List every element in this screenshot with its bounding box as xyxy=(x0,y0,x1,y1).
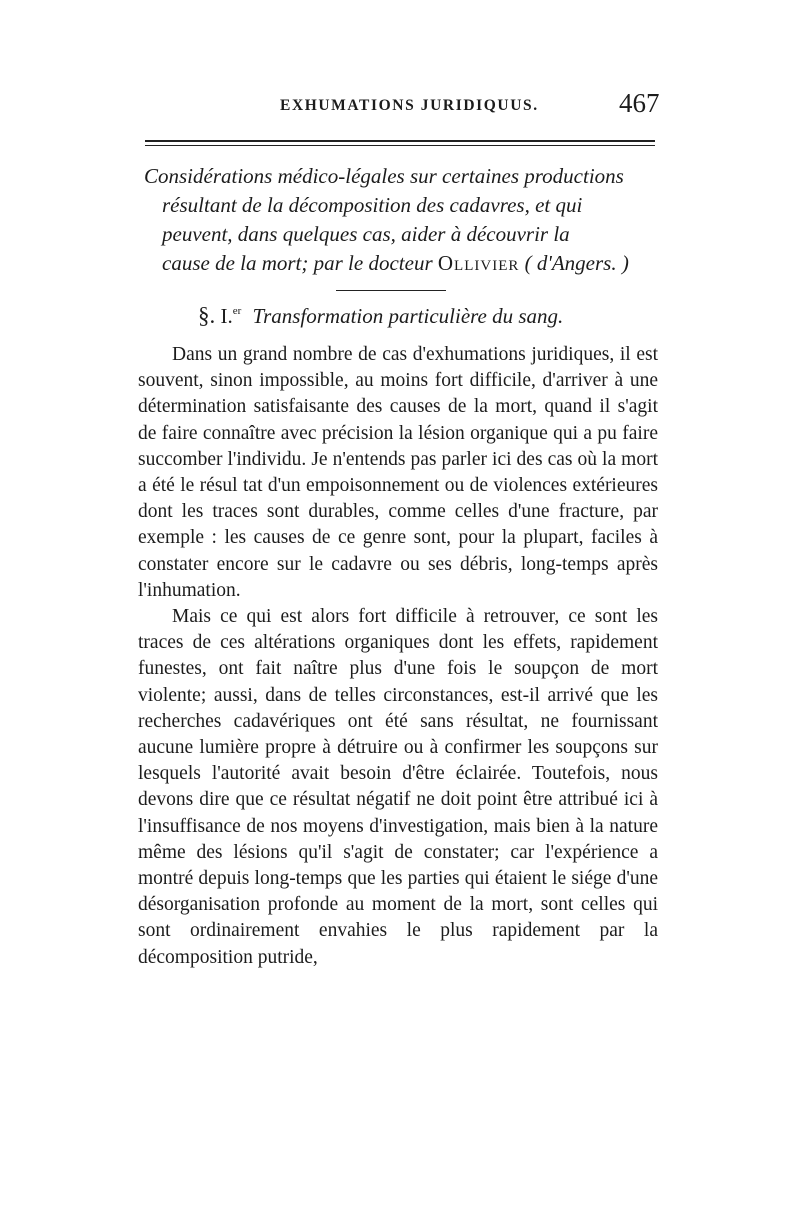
header-rule xyxy=(145,140,655,146)
title-line-prefix: cause de la mort; par le docteur xyxy=(162,251,433,275)
body-text xyxy=(138,342,658,971)
page-number: 467 xyxy=(619,88,660,118)
paragraph: Mais ce qui est alors fort difficile à retrouver, ce sont les traces de ces altérations organiques dont les effets, rapidement funestes, ont fait naître plus d'une fois le soupçon de mort violente; aussi, dans de telles circonstances, est-il arrivé que les recherches cadavériques ont été sans résultat, ne fournissant aucune lumière propre à détruire ou à confirmer les soupçons sur lesquels l'autorité avait besoin d'être éclairée. Toutefois, nous devons dire que ce résultat négatif ne doit point être attribué ici à l'insuffisance de nos moyens d'investigation, mais bien à la nature même des lésions qu'il s'agit de constater; car l'expérience a montré depuis long-temps que les parties qui étaient le siége d'une désorganisation profonde au moment de la mort, sont celles qui sont ordinairement envahies le plus rapidement par la décomposition putride, xyxy=(138,606,658,968)
section-number-superscript: er xyxy=(232,305,242,317)
title-line: peuvent, dans quelques cas, aider à découvrir la xyxy=(162,222,570,246)
section-number: I. xyxy=(220,304,233,328)
section-sign: §. xyxy=(198,303,216,328)
title-line: Considérations médico-légales sur certaines productions xyxy=(144,164,624,188)
title-line xyxy=(144,249,656,278)
title-line-suffix: ( d'Angers. ) xyxy=(524,251,629,275)
author-name: Ollivier xyxy=(437,251,520,275)
running-head: EXHUMATIONS JURIDIQUUS. xyxy=(280,97,539,114)
paragraph: Dans un grand nombre de cas d'exhumations juridiques, il est souvent, sinon impossible, au moins fort difficile, d'arriver à une détermination satisfaisante des causes de la mort, quand il s'agit de faire connaître avec précision la lésion organique qui a pu faire succomber l'individu. Je n'entends pas parler ici des cas où la mort a été le résul tat d'un empoisonnement ou de violences extérieures dont les traces sont durables, comme celles d'une fracture, par exemple : les causes de ce genre sont, pour la plupart, faciles à constater encore sur le cadavre ou ses débris, long-temps après l'inhumation. xyxy=(138,344,658,601)
article-title xyxy=(144,162,656,278)
section-title: Transformation particulière du sang. xyxy=(252,304,564,328)
title-line: résultant de la décomposition des cadavres, et qui xyxy=(162,193,583,217)
section-divider xyxy=(336,290,446,291)
section-heading xyxy=(198,303,563,329)
